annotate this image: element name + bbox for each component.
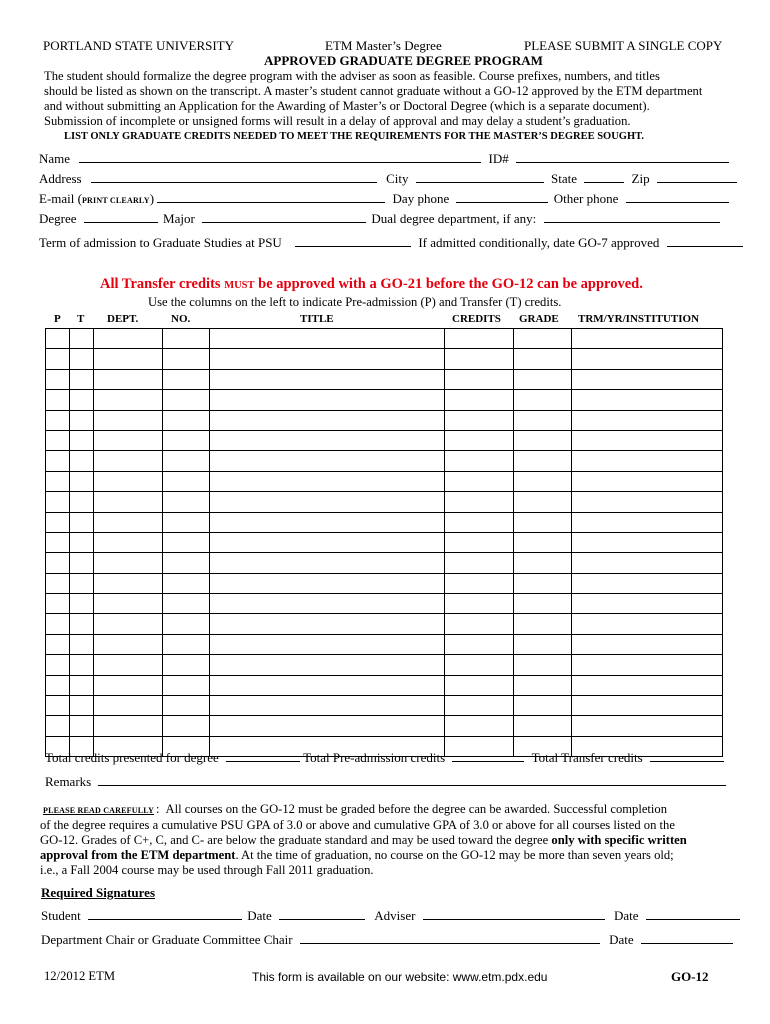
table-cell[interactable] [210,655,445,675]
table-cell[interactable] [70,329,94,349]
table-cell[interactable] [46,410,70,430]
table-cell[interactable] [70,696,94,716]
table-cell[interactable] [94,573,163,593]
table-cell[interactable] [514,716,572,736]
required-signatures-heading: Required Signatures [41,885,156,900]
totals-row [45,750,718,766]
transfer-warning-part2: be approved with a GO-21 before the GO-12 can be approved. [254,276,643,292]
table-cell[interactable] [445,390,514,410]
table-cell[interactable] [70,349,94,369]
table-cell[interactable] [94,655,163,675]
total-preadmission-field[interactable] [452,750,524,762]
other-phone-label: Other phone [553,191,619,206]
table-cell[interactable] [46,675,70,695]
adviser-date-label: Date [613,908,639,923]
major-field[interactable] [202,211,366,223]
table-cell[interactable] [445,410,514,430]
table-cell[interactable] [572,675,723,695]
notice-text: All courses on the GO-12 must be graded before the degree can be awarded. Successful completion [165,802,668,816]
day-phone-label: Day phone [392,191,450,206]
state-field[interactable] [584,171,624,183]
table-cell[interactable] [46,532,70,552]
table-cell[interactable] [572,573,723,593]
student-date-label: Date [247,908,272,923]
table-cell[interactable] [94,410,163,430]
table-cell[interactable] [445,716,514,736]
chair-signature-field[interactable] [300,932,600,944]
notice-colon: : [156,802,160,816]
table-cell[interactable] [163,329,210,349]
table-cell[interactable] [210,614,445,634]
table-cell[interactable] [514,369,572,389]
table-cell[interactable] [514,512,572,532]
adviser-date-field[interactable] [646,908,740,920]
table-cell[interactable] [163,532,210,552]
other-phone-field[interactable] [626,191,729,203]
city-field[interactable] [416,171,544,183]
table-cell[interactable] [572,349,723,369]
table-row [46,471,723,491]
name-label: Name [39,151,71,166]
address-label: Address [39,171,82,186]
table-cell[interactable] [94,369,163,389]
notice-line [40,848,730,863]
table-cell[interactable] [163,696,210,716]
revision-date: 12/2012 ETM [44,969,116,983]
website-note: This form is available on our website: www.etm.pdx.edu [252,970,548,984]
notice-emphasis: approval from the ETM department [40,848,236,862]
table-cell[interactable] [210,573,445,593]
table-cell[interactable] [94,614,163,634]
address-row [39,171,718,187]
table-cell[interactable] [94,675,163,695]
table-cell[interactable] [94,390,163,410]
table-cell[interactable] [163,451,210,471]
columns-instructions: Use the columns on the left to indicate Pre-admission (P) and Transfer (T) credits. [148,295,562,309]
table-cell[interactable] [445,532,514,552]
email-field[interactable] [157,191,385,203]
table-cell[interactable] [572,471,723,491]
form-code: GO-12 [671,969,709,984]
table-cell[interactable] [572,594,723,614]
table-cell[interactable] [210,675,445,695]
table-cell[interactable] [445,696,514,716]
table-cell[interactable] [572,451,723,471]
adviser-signature-field[interactable] [423,908,605,920]
table-cell[interactable] [46,329,70,349]
degree-label: Degree [39,211,77,226]
table-cell[interactable] [210,430,445,450]
table-row [46,390,723,410]
form-title: APPROVED GRADUATE DEGREE PROGRAM [264,53,543,68]
table-cell[interactable] [514,492,572,512]
table-cell[interactable] [210,696,445,716]
table-cell[interactable] [445,430,514,450]
notice-text: . At the time of graduation, no course on the GO-12 may be more than seven years old; [235,848,674,862]
table-cell[interactable] [163,369,210,389]
table-cell[interactable] [70,430,94,450]
table-cell[interactable] [514,553,572,573]
column-header-grade: GRADE [519,313,559,325]
table-cell[interactable] [210,716,445,736]
chair-signature-row [41,932,718,948]
table-cell[interactable] [46,512,70,532]
total-transfer-field[interactable] [650,750,724,762]
degree-name: ETM Master’s Degree [325,38,442,53]
table-cell[interactable] [210,410,445,430]
table-cell[interactable] [46,655,70,675]
table-cell[interactable] [210,329,445,349]
admitted-conditionally-label: If admitted conditionally, date GO-7 approved [418,235,660,250]
table-cell[interactable] [163,349,210,369]
table-cell[interactable] [210,390,445,410]
table-cell[interactable] [46,634,70,654]
table-cell[interactable] [94,349,163,369]
table-cell[interactable] [163,675,210,695]
table-cell[interactable] [210,451,445,471]
table-row [46,655,723,675]
notice-paragraph [40,802,730,878]
table-cell[interactable] [572,492,723,512]
table-cell[interactable] [445,451,514,471]
table-cell[interactable] [210,594,445,614]
table-row [46,532,723,552]
table-row [46,634,723,654]
table-cell[interactable] [210,471,445,491]
notice-line [40,802,730,818]
total-presented-field[interactable] [226,750,300,762]
table-cell[interactable] [572,553,723,573]
please-read-carefully-label: PLEASE READ CAREFULLY [43,806,155,815]
table-cell[interactable] [46,594,70,614]
table-cell[interactable] [46,716,70,736]
table-cell[interactable] [572,634,723,654]
table-cell[interactable] [70,390,94,410]
table-cell[interactable] [514,532,572,552]
table-cell[interactable] [210,369,445,389]
zip-field[interactable] [657,171,737,183]
table-cell[interactable] [70,532,94,552]
intro-line: and without submitting an Application for the Awarding of Master’s or Doctoral Degree (which is a separate document). [44,99,650,113]
dual-degree-label: Dual degree department, if any: [371,211,537,226]
table-row [46,349,723,369]
table-cell[interactable] [94,329,163,349]
table-cell[interactable] [70,369,94,389]
address-field[interactable] [91,171,377,183]
state-label: State [551,171,578,186]
column-header-title: TITLE [300,313,334,325]
remarks-field[interactable] [98,774,726,786]
table-cell[interactable] [572,614,723,634]
term-admission-field[interactable] [295,235,411,247]
table-cell[interactable] [572,512,723,532]
table-cell[interactable] [210,349,445,369]
table-cell[interactable] [94,492,163,512]
print-clearly-label: PRINT CLEARLY [81,196,150,205]
table-cell[interactable] [70,634,94,654]
table-cell[interactable] [514,471,572,491]
table-cell[interactable] [70,553,94,573]
table-cell[interactable] [163,471,210,491]
table-cell[interactable] [94,471,163,491]
email-row [39,191,718,207]
table-cell[interactable] [514,655,572,675]
transfer-warning-must: MUST [224,280,255,291]
table-cell[interactable] [46,614,70,634]
table-cell[interactable] [94,532,163,552]
table-cell[interactable] [572,696,723,716]
table-cell[interactable] [210,512,445,532]
table-cell[interactable] [94,696,163,716]
city-label: City [386,171,409,186]
remarks-label: Remarks [45,774,92,789]
table-cell[interactable] [163,716,210,736]
table-row [46,716,723,736]
table-cell[interactable] [514,634,572,654]
list-only-notice: LIST ONLY GRADUATE CREDITS NEEDED TO MEET THE REQUIREMENTS FOR THE MASTER’S DEGREE SOUGHT. [64,131,644,142]
table-cell[interactable] [46,471,70,491]
intro-line: The student should formalize the degree program with the adviser as soon as feasible. Course prefixes, numbers, and titles [44,69,660,83]
table-cell[interactable] [46,573,70,593]
table-cell[interactable] [46,451,70,471]
id-label: ID# [488,151,509,166]
table-cell[interactable] [46,349,70,369]
transfer-warning-part1: All Transfer credits [100,276,225,292]
table-cell[interactable] [572,369,723,389]
table-cell[interactable] [210,532,445,552]
student-label: Student [41,908,81,923]
table-row [46,492,723,512]
table-cell[interactable] [514,430,572,450]
table-cell[interactable] [46,553,70,573]
transfer-credits-warning [100,276,643,293]
table-cell[interactable] [163,430,210,450]
table-cell[interactable] [445,634,514,654]
table-cell[interactable] [94,634,163,654]
courses-table-body [46,329,723,757]
table-cell[interactable] [445,369,514,389]
table-row [46,329,723,349]
intro-line: should be listed as shown on the transcript. A master’s student cannot graduate without a GO-12 approved by the ETM department [44,84,703,98]
column-header-dept: DEPT. [107,313,139,325]
table-cell[interactable] [445,492,514,512]
chair-date-field[interactable] [641,932,733,944]
table-row [46,410,723,430]
table-cell[interactable] [46,369,70,389]
table-cell[interactable] [514,349,572,369]
table-row [46,451,723,471]
table-row [46,430,723,450]
notice-text: GO-12. Grades of C+, C, and C- are below the graduate standard and may be used toward the degree [40,833,552,847]
table-cell[interactable] [163,573,210,593]
table-cell[interactable] [572,390,723,410]
table-cell[interactable] [46,390,70,410]
table-cell[interactable] [514,410,572,430]
dual-degree-field[interactable] [544,211,720,223]
table-cell[interactable] [70,471,94,491]
total-transfer-label: Total Transfer credits [531,750,643,765]
table-cell[interactable] [445,349,514,369]
table-cell[interactable] [46,430,70,450]
notice-line: i.e., a Fall 2004 course may be used through Fall 2011 graduation. [40,863,374,877]
notice-emphasis: only with specific written [551,833,687,847]
notice-line [40,833,730,848]
name-row [39,151,718,167]
university-name: PORTLAND STATE UNIVERSITY [43,38,235,53]
table-cell[interactable] [572,329,723,349]
column-header-credits: CREDITS [452,313,501,325]
table-cell[interactable] [445,471,514,491]
table-row [46,614,723,634]
table-cell[interactable] [572,716,723,736]
degree-row [39,211,718,227]
adviser-label: Adviser [374,908,416,923]
table-cell[interactable] [70,512,94,532]
table-cell[interactable] [572,655,723,675]
table-row [46,696,723,716]
table-cell[interactable] [572,410,723,430]
table-cell[interactable] [70,573,94,593]
table-row [46,512,723,532]
chair-label: Department Chair or Graduate Committee Chair [41,932,293,947]
total-presented-label: Total credits presented for degree [45,750,219,765]
table-row [46,369,723,389]
table-cell[interactable] [70,655,94,675]
table-cell[interactable] [70,410,94,430]
table-cell[interactable] [94,716,163,736]
table-cell[interactable] [210,492,445,512]
table-cell[interactable] [163,410,210,430]
table-cell[interactable] [514,614,572,634]
column-header-p: P [54,313,61,325]
table-cell[interactable] [163,553,210,573]
table-cell[interactable] [94,430,163,450]
table-cell[interactable] [445,675,514,695]
table-row [46,573,723,593]
table-cell[interactable] [445,655,514,675]
table-cell[interactable] [514,390,572,410]
email-label-close: ) [149,191,155,206]
table-cell[interactable] [445,573,514,593]
notice-line: of the degree requires a cumulative PSU GPA of 3.0 or above and cumulative GPA of 3.0 or above for all courses listed on the [40,818,675,832]
table-cell[interactable] [94,512,163,532]
table-cell[interactable] [46,492,70,512]
table-cell[interactable] [163,655,210,675]
day-phone-field[interactable] [456,191,548,203]
table-cell[interactable] [445,594,514,614]
table-cell[interactable] [572,430,723,450]
table-cell[interactable] [210,553,445,573]
total-preadmission-label: Total Pre-admission credits [303,750,446,765]
courses-table [45,328,723,757]
table-row [46,675,723,695]
table-cell[interactable] [210,634,445,654]
table-cell[interactable] [163,512,210,532]
student-date-field[interactable] [279,908,365,920]
table-cell[interactable] [94,451,163,471]
degree-field[interactable] [84,211,158,223]
table-cell[interactable] [46,696,70,716]
table-cell[interactable] [445,329,514,349]
id-field[interactable] [516,151,729,163]
table-cell[interactable] [514,329,572,349]
intro-line: Submission of incomplete or unsigned forms will result in a delay of approval and may delay a student’s graduation. [44,114,631,128]
table-cell[interactable] [514,594,572,614]
remarks-row [45,774,718,790]
column-header-t: T [77,313,85,325]
term-row [39,235,718,251]
table-cell[interactable] [70,614,94,634]
table-cell[interactable] [514,451,572,471]
name-field[interactable] [79,151,481,163]
table-row [46,594,723,614]
email-label: E-mail ( [39,191,82,206]
table-cell[interactable] [572,532,723,552]
table-cell[interactable] [70,451,94,471]
column-header-no: NO. [171,313,191,325]
table-cell[interactable] [70,492,94,512]
table-cell[interactable] [514,696,572,716]
table-cell[interactable] [163,390,210,410]
term-admission-label: Term of admission to Graduate Studies at PSU [39,235,282,250]
table-cell[interactable] [94,594,163,614]
major-label: Major [163,211,195,226]
student-signature-row [41,908,718,924]
table-cell[interactable] [163,634,210,654]
column-header-trm: TRM/YR/INSTITUTION [578,313,700,325]
submit-note: PLEASE SUBMIT A SINGLE COPY [524,38,723,53]
zip-label: Zip [631,171,650,186]
table-cell[interactable] [445,512,514,532]
table-cell[interactable] [70,594,94,614]
table-cell[interactable] [514,573,572,593]
table-cell[interactable] [70,675,94,695]
table-cell[interactable] [163,614,210,634]
table-cell[interactable] [445,553,514,573]
chair-date-label: Date [609,932,634,947]
student-signature-field[interactable] [88,908,242,920]
intro-paragraph [44,69,724,129]
table-cell[interactable] [163,594,210,614]
table-cell[interactable] [163,492,210,512]
go7-date-field[interactable] [667,235,743,247]
table-cell[interactable] [94,553,163,573]
table-cell[interactable] [445,614,514,634]
table-cell[interactable] [514,675,572,695]
table-row [46,553,723,573]
table-cell[interactable] [70,716,94,736]
